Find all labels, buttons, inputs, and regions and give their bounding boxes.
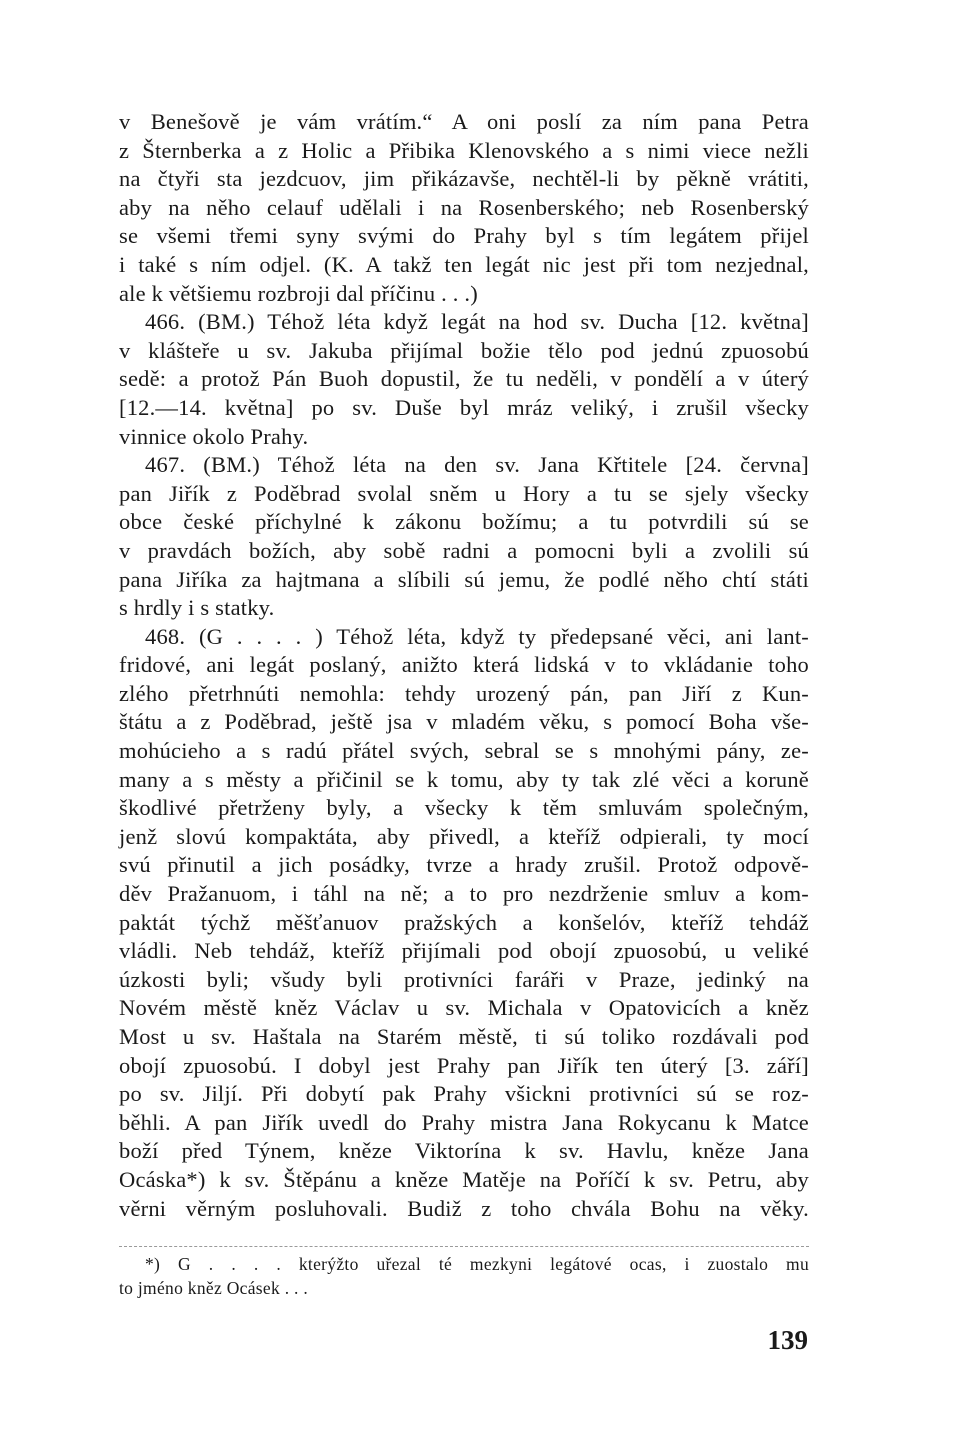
text-line: se všemi třemi syny svými do Prahy byl s tím legátem přijel <box>119 223 809 249</box>
text-line: 468. (G . . . . ) Téhož léta, když ty předepsané věci, ani lant- <box>145 623 809 649</box>
text-line: [12.—14. května] po sv. Duše byl mráz veliký, i zrušil všecky <box>119 394 809 420</box>
footnote-divider <box>119 1246 809 1247</box>
text-line: škodlivé přetrženy byly, a všecky k těm smluvám společným, <box>119 795 809 821</box>
text-line: věrni věrným posluhovali. Budiž z toho chvála Bohu na věky. <box>119 1195 809 1221</box>
text-line: po sv. Jiljí. Při dobytí pak Prahy všickni protivníci sú se roz- <box>119 1081 809 1107</box>
text-line: boží před Týnem, kněze Viktorína k sv. Havlu, kněze Jana <box>119 1138 809 1164</box>
text-line: ale k většiemu rozbroji dal příčinu . . .) <box>119 280 478 306</box>
text-line: i také s ním odjel. (K. A takž ten legát nic jest při tom nezjednal, <box>119 251 809 277</box>
text-line: na čtyři sta jezdcuov, jim přikázavše, nechtěl-li by pěkně vrátiti, <box>119 166 809 192</box>
page-number: 139 <box>767 1325 808 1355</box>
text-line: pan Jiřík z Poděbrad svolal sněm u Hory a tu se sjely všecky <box>119 480 809 506</box>
text-line: obojí zpuosobú. I dobyl jest Prahy pan Jiřík ten úterý [3. září] <box>119 1052 809 1078</box>
text-line: paktát týchž měšťanuov pražských a konšelóv, kteříž tehdáž <box>119 909 809 935</box>
footnotes <box>119 1252 809 1300</box>
text-line: Novém městě kněz Václav u sv. Michala v Opatovicích a kněz <box>119 995 809 1021</box>
text-line: štátu a z Poděbrad, ještě jsa v mladém věku, s pomocí Boha vše- <box>119 709 809 735</box>
text-line: mohúcieho a s radú přátel svých, sebral se s mnohými pány, ze- <box>119 738 809 764</box>
text-line: pana Jiříka za hajtmana a slíbili sú jemu, že podlé něho chtí státi <box>119 566 809 592</box>
text-line: Most u sv. Haštala na Starém městě, ti sú toliko rozdávali pod <box>119 1024 809 1049</box>
text-line: jenž slovú kompaktáta, aby přivedl, a kteříž odpierali, ty mocí <box>119 823 809 849</box>
main-text <box>119 108 809 1223</box>
text-line: many a s městy a přičinil se k tomu, aby ty tak zlé věci a koruně <box>119 766 809 792</box>
text-line: děv Pražanuom, i táhl na ně; a to pro nezdrženie smluv a kom- <box>119 881 809 907</box>
text-line: 467. (BM.) Téhož léta na den sv. Jana Křtitele [24. června] <box>145 452 809 478</box>
text-line: zlého přetrhnúti nemohla: tehdy urozený pán, pan Jiří z Kun- <box>119 680 809 706</box>
text-line: svú přinutil a jich posádky, tvrze a hrady zrušil. Protož odpově- <box>119 852 809 878</box>
text-line: v Benešově je vám vrátím.“ A oni poslí za ním pana Petra <box>119 109 809 134</box>
footnote-line: to jméno kněz Ocásek . . . <box>119 1278 309 1298</box>
text-line: aby na něho celauf udělali i na Rosenberského; neb Rosenberský <box>119 194 809 220</box>
text-line: vinnice okolo Prahy. <box>119 423 309 449</box>
text-line: vládli. Neb tehdáž, kteříž přijímali pod obojí zpuosobú, u veliké <box>119 938 809 964</box>
text-line: 466. (BM.) Téhož léta když legát na hod sv. Ducha [12. května] <box>145 309 809 335</box>
text-line: z Šternberka a z Holic a Přibika Klenovského a s nimi viece nežli <box>119 137 809 163</box>
text-line: s hrdly i s statky. <box>119 595 275 621</box>
footnote-line: *) G . . . . kterýžto uřezal té mezkyni legátové ocas, i zuostalo mu <box>145 1254 809 1274</box>
text-line: fridové, ani legát poslaný, anižto která lidská v to vkládanie toho <box>119 652 809 678</box>
text-line: sedě: a protož Pán Buoh dopustil, že tu neděli, v pondělí a v úterý <box>119 366 809 392</box>
text-line: v pravdách božích, aby sobě radni a pomocni byli a zvolili sú <box>119 537 809 563</box>
text-line: Ocáska*) k sv. Štěpánu a kněze Matěje na Poříčí k sv. Petru, aby <box>119 1166 809 1192</box>
text-line: úzkosti byli; všudy byli protivníci faráři v Praze, jedinký na <box>119 966 809 992</box>
text-line: obce české příchylné k zákonu božímu; a tu potvrdili sú se <box>119 509 809 535</box>
text-line: běhli. A pan Jiřík uvedl do Prahy mistra Jana Rokycanu k Matce <box>119 1109 809 1135</box>
text-line: v klášteře u sv. Jakuba přijímal božie tělo pod jednú zpuosobú <box>119 337 809 363</box>
